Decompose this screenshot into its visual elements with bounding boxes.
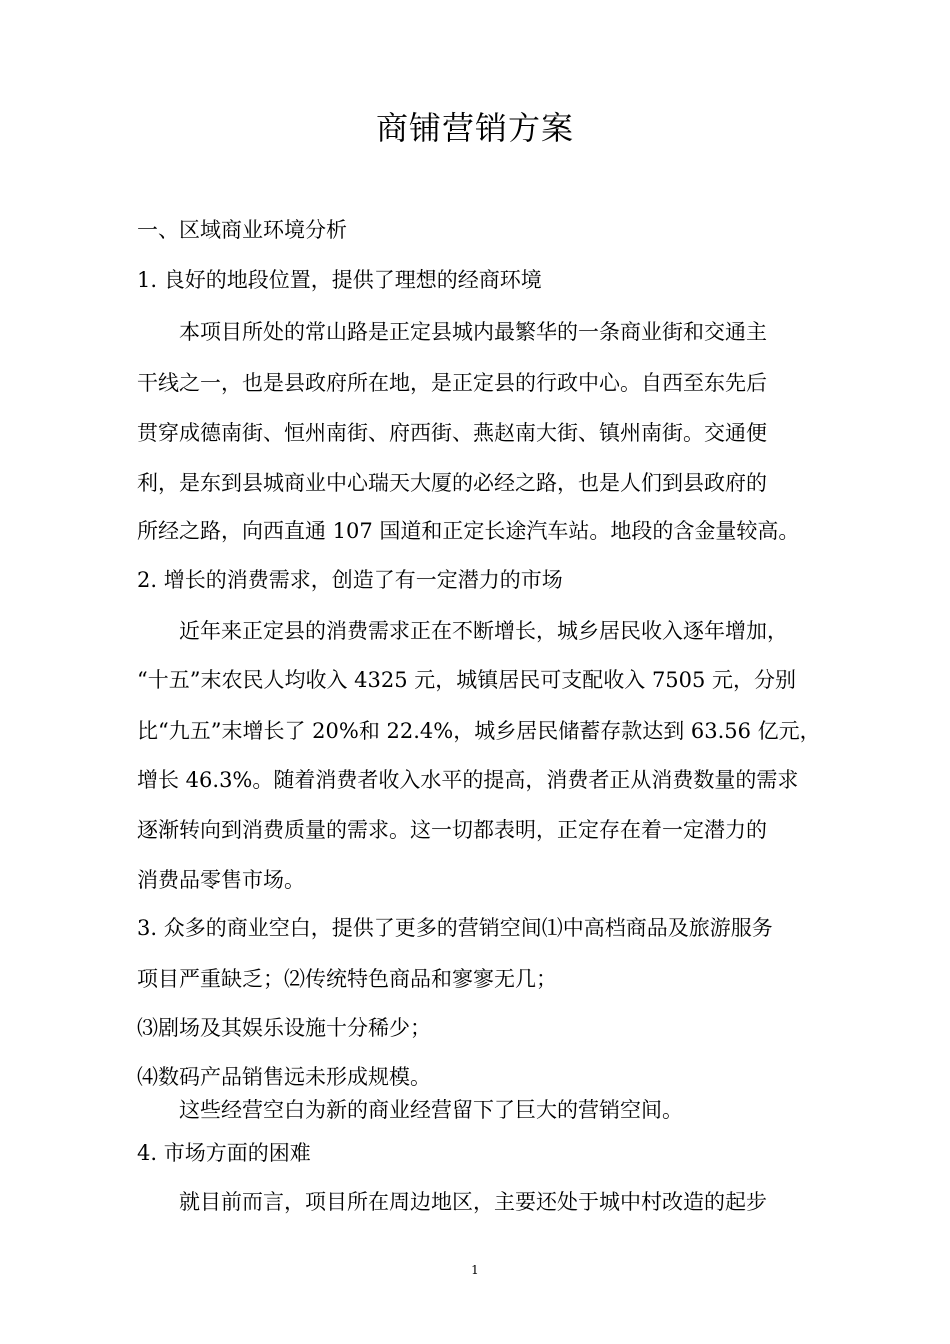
subsection-heading: 2. 增长的消费需求，创造了有一定潜力的市场 bbox=[137, 568, 563, 592]
paragraph-line: 近年来正定县的消费需求正在不断增长，城乡居民收入逐年增加， bbox=[179, 619, 788, 643]
page-number: 1 bbox=[471, 1263, 479, 1277]
subsection-heading: 3. 众多的商业空白，提供了更多的营销空间⑴中高档商品及旅游服务 bbox=[137, 916, 773, 940]
paragraph-line: 本项目所处的常山路是正定县城内最繁华的一条商业街和交通主 bbox=[179, 320, 767, 344]
paragraph-line: 这些经营空白为新的商业经营留下了巨大的营销空间。 bbox=[179, 1098, 683, 1122]
paragraph-line: 消费品零售市场。 bbox=[137, 868, 305, 892]
section-heading: 一、区域商业环境分析 bbox=[137, 218, 347, 242]
paragraph-line: 利，是东到县城商业中心瑞天大厦的必经之路，也是人们到县政府的 bbox=[137, 471, 767, 495]
paragraph-line: “十五”末农民人均收入 4325 元，城镇居民可支配收入 7505 元，分别 bbox=[137, 668, 797, 692]
document-title: 商铺营销方案 bbox=[375, 109, 574, 147]
paragraph-line: 贯穿成德南街、恒州南街、府西街、燕赵南大街、镇州南街。交通便 bbox=[137, 421, 767, 445]
paragraph-line: 比“九五”末增长了 20%和 22.4%，城乡居民储蓄存款达到 63.56 亿元， bbox=[137, 719, 821, 743]
paragraph-line: 所经之路，向西直通 107 国道和正定长途汽车站。地段的含金量较高。 bbox=[137, 519, 800, 543]
list-item: ⑷数码产品销售远未形成规模。 bbox=[137, 1065, 431, 1089]
list-item: ⑶剧场及其娱乐设施十分稀少； bbox=[137, 1016, 431, 1040]
paragraph-line: 干线之一，也是县政府所在地，是正定县的行政中心。自西至东先后 bbox=[137, 371, 767, 395]
subsection-heading: 4. 市场方面的困难 bbox=[137, 1141, 311, 1165]
subsection-heading: 1. 良好的地段位置，提供了理想的经商环境 bbox=[137, 268, 542, 292]
paragraph-line: 就目前而言，项目所在周边地区，主要还处于城中村改造的起步 bbox=[179, 1190, 767, 1214]
paragraph-line: 项目严重缺乏；⑵传统特色商品和寥寥无几； bbox=[137, 967, 557, 991]
paragraph-line: 增长 46.3%。随着消费者收入水平的提高，消费者正从消费数量的需求 bbox=[137, 768, 799, 792]
paragraph-line: 逐渐转向到消费质量的需求。这一切都表明，正定存在着一定潜力的 bbox=[137, 818, 767, 842]
